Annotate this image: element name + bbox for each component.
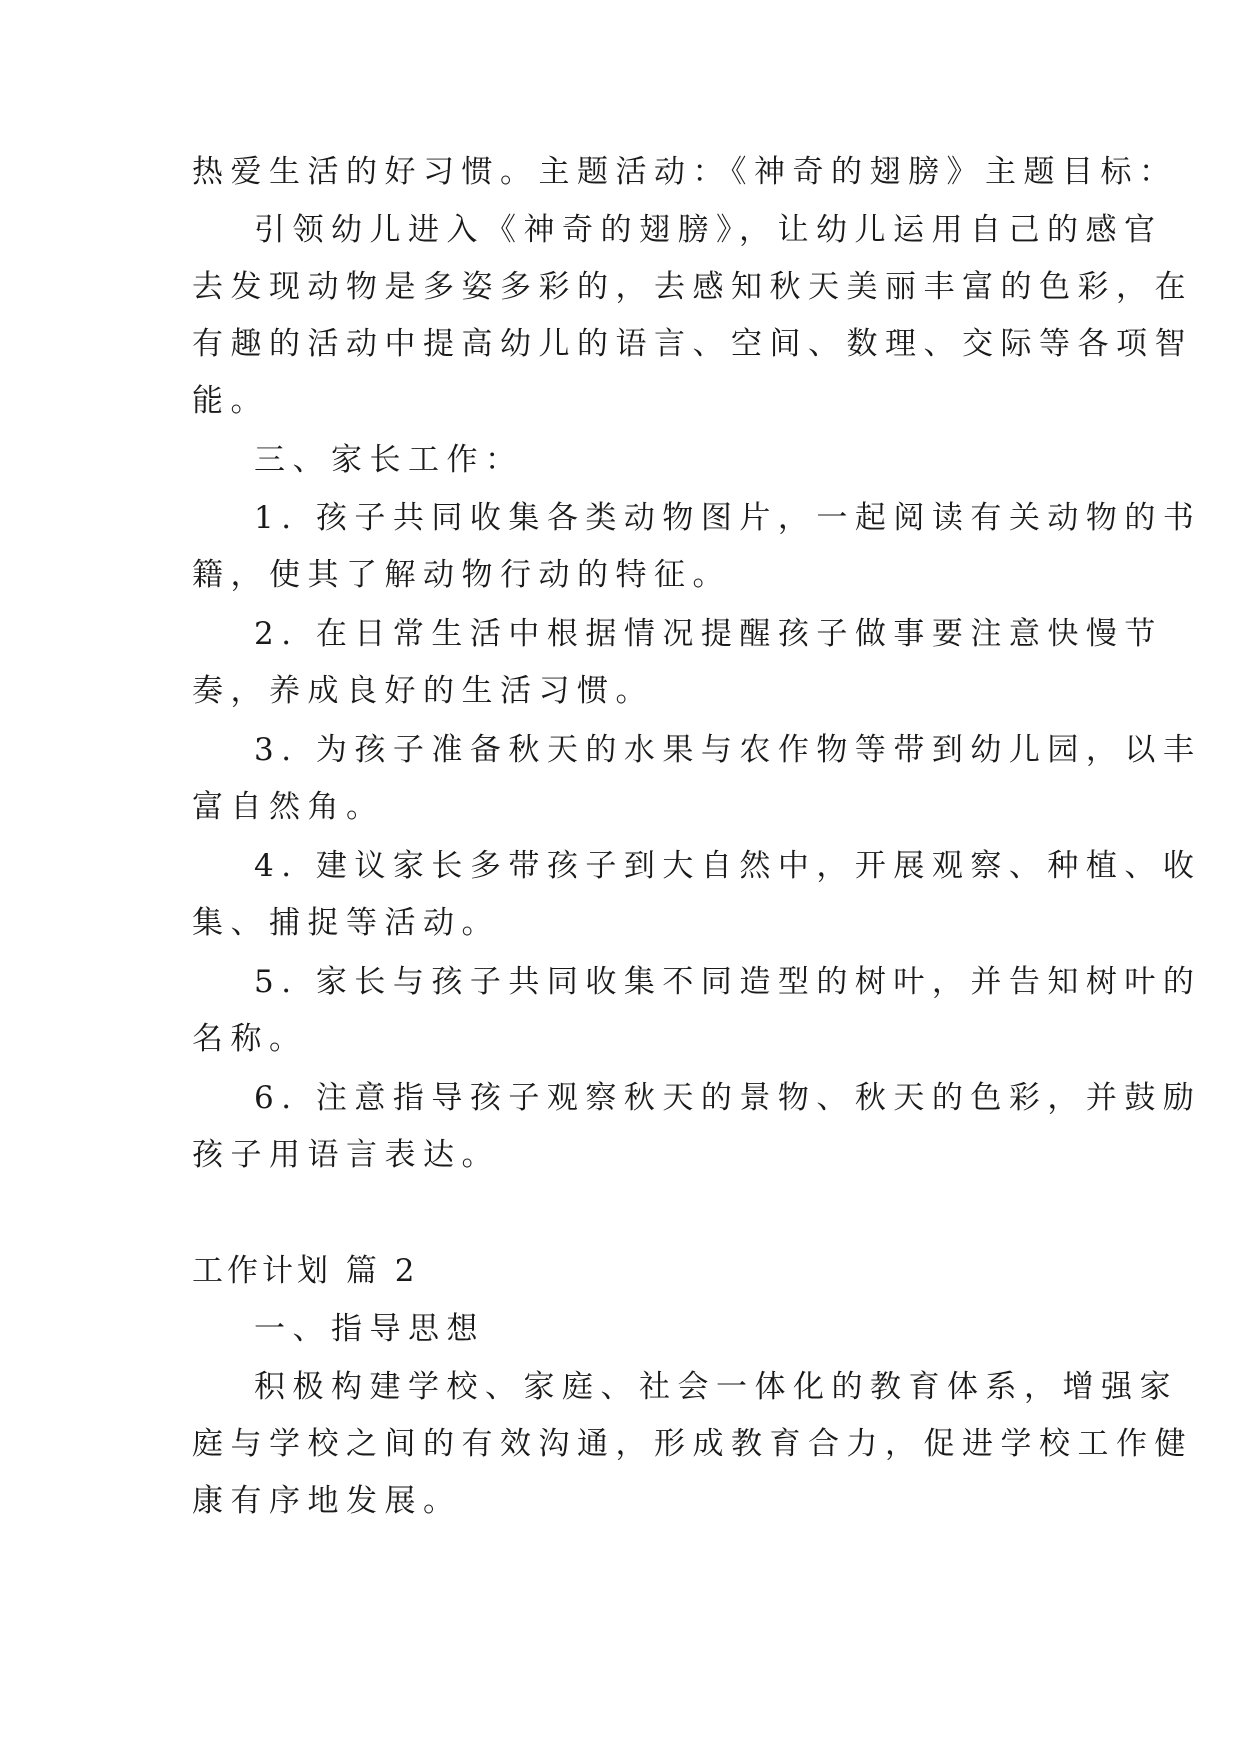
paragraph-line: 热爱生活的好习惯。主题活动：《神奇的翅膀》主题目标： [192,154,1178,190]
list-item-line: 籍，使其了解动物行动的特征。 [192,557,731,593]
list-item-line: 4. 建议家长多带孩子到大自然中，开展观察、种植、收 [254,848,1202,884]
paragraph-line: 康有序地发展。 [192,1483,462,1519]
paragraph-line: 有趣的活动中提高幼儿的语言、空间、数理、交际等各项智 [192,326,1193,362]
list-item-line: 孩子用语言表达。 [192,1137,500,1173]
list-item-line: 2. 在日常生活中根据情况提醒孩子做事要注意快慢节 [254,616,1163,652]
paragraph-line: 能。 [192,383,269,419]
paragraph-line: 引领幼儿进入《神奇的翅膀》，让幼儿运用自己的感官 [254,212,1163,248]
section-heading: 一、指导思想 [254,1311,485,1347]
list-item-line: 奏，养成良好的生活习惯。 [192,673,654,709]
list-item-line: 富自然角。 [192,789,385,825]
section-heading: 三、家长工作： [254,442,524,478]
list-item-line: 集、捕捉等活动。 [192,905,500,941]
list-item-line: 5. 家长与孩子共同收集不同造型的树叶，并告知树叶的 [254,964,1202,1000]
paragraph-line: 庭与学校之间的有效沟通，形成教育合力，促进学校工作健 [192,1426,1193,1462]
plan-heading: 工作计划 篇 2 [192,1253,419,1289]
paragraph-line: 去发现动物是多姿多彩的，去感知秋天美丽丰富的色彩，在 [192,269,1193,305]
list-item-line: 名称。 [192,1021,308,1057]
list-item-line: 3. 为孩子准备秋天的水果与农作物等带到幼儿园，以丰 [254,732,1202,768]
paragraph-line: 积极构建学校、家庭、社会一体化的教育体系，增强家 [254,1369,1178,1405]
list-item-line: 6. 注意指导孩子观察秋天的景物、秋天的色彩，并鼓励 [254,1080,1202,1116]
list-item-line: 1. 孩子共同收集各类动物图片，一起阅读有关动物的书 [254,500,1202,536]
